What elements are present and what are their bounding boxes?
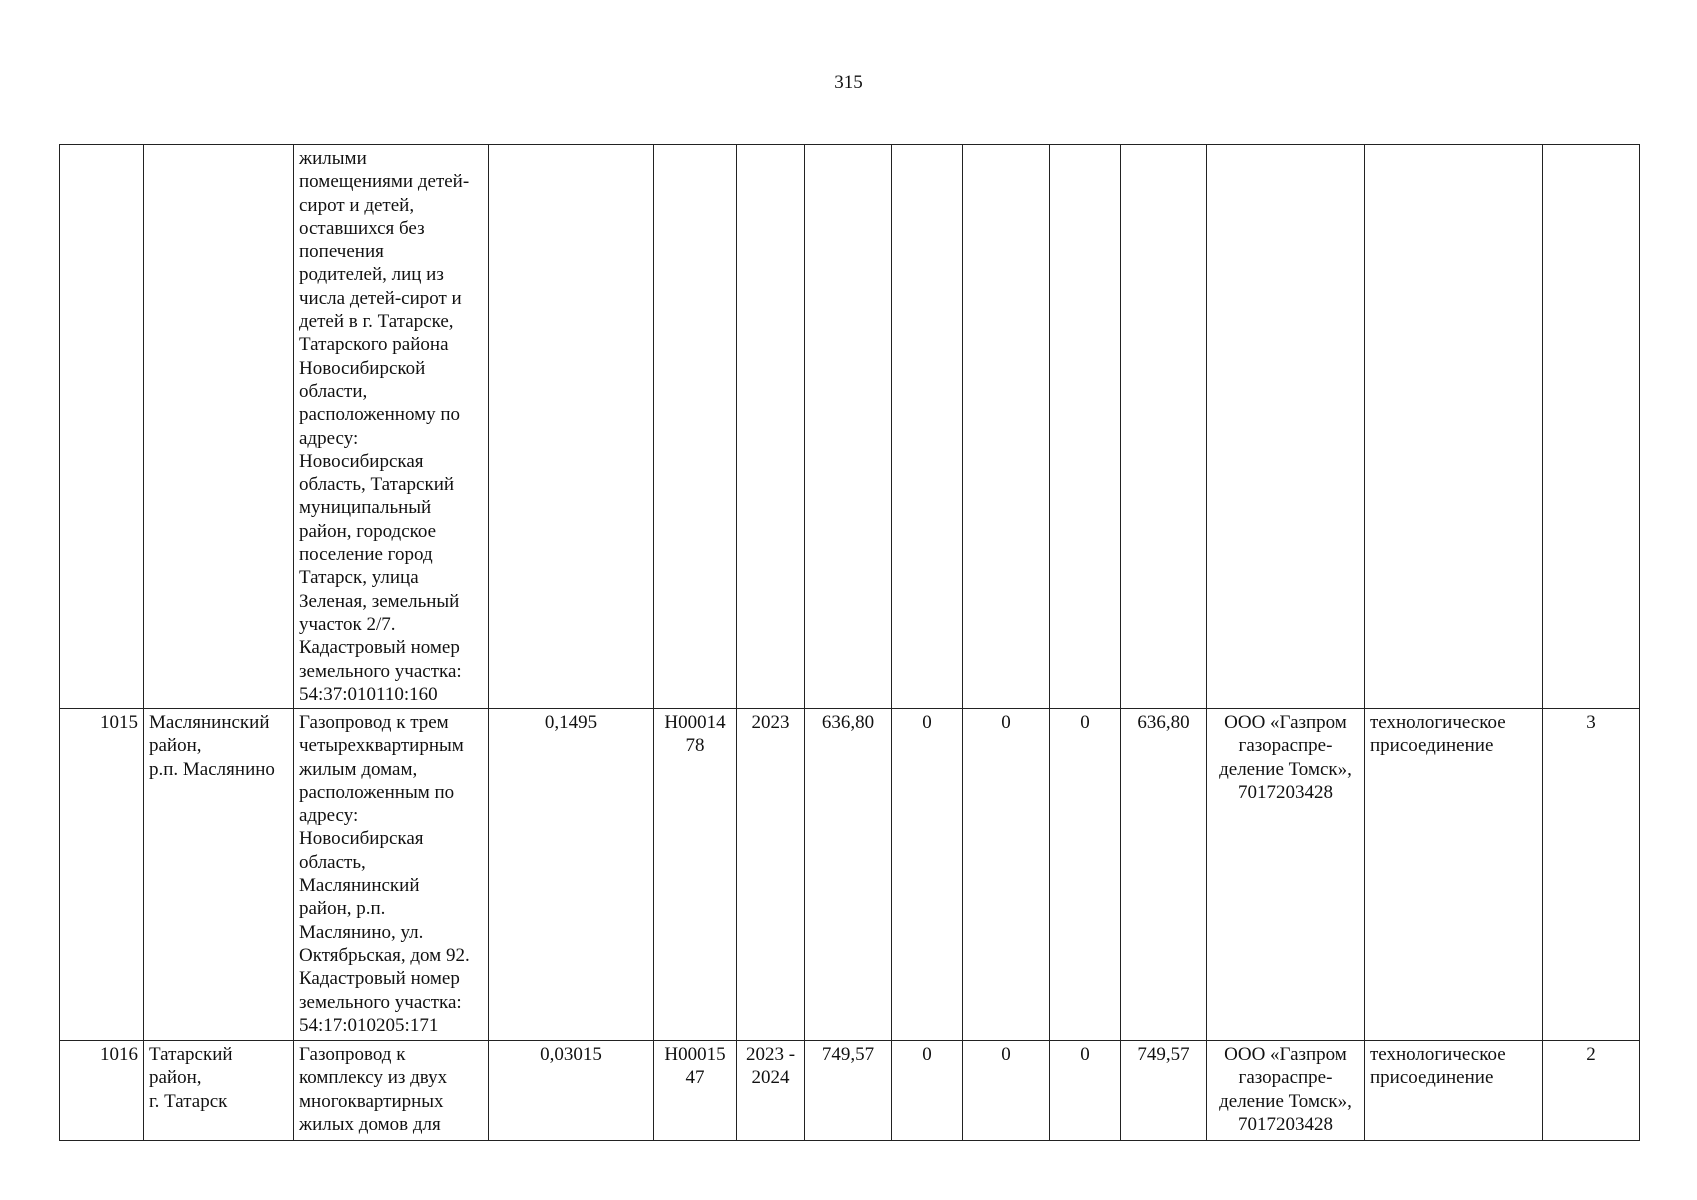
location-cell — [144, 145, 294, 709]
value-3-cell: 0 — [1050, 709, 1121, 1041]
value-3-cell: 0 — [1050, 1041, 1121, 1141]
years-cell: 2023 — [737, 709, 805, 1041]
category-cell — [1543, 145, 1640, 709]
sum-cell: 636,80 — [1121, 709, 1207, 1041]
category-cell: 3 — [1543, 709, 1640, 1041]
organization-cell — [1207, 145, 1365, 709]
type-cell — [1365, 145, 1543, 709]
description-cell: Газопровод к комплексу из двух многоквартирных жилых домов для — [294, 1041, 489, 1141]
table-row — [60, 1041, 1640, 1141]
code-cell — [654, 145, 737, 709]
program-table — [59, 144, 1640, 1141]
page-number: 315 — [834, 72, 863, 93]
table-row — [60, 709, 1640, 1041]
location-cell: Татарский район, г. Татарск — [144, 1041, 294, 1141]
code-cell: Н00015 47 — [654, 1041, 737, 1141]
sum-cell — [1121, 145, 1207, 709]
value-2-cell: 0 — [963, 1041, 1050, 1141]
organization-cell: ООО «Газпром газораспре- деление Томск», 7017203428 — [1207, 1041, 1365, 1141]
total-cell — [805, 145, 892, 709]
description-cell: жилыми помещениями детей- сирот и детей, оставшихся без попечения родителей, лиц из числа детей-сирот и детей в г. Татарске, Татарского района Новосибирской области, расположенному по адресу: Новосибирская область, Татарский муниципальный район, городское поселение город Татарск, улица Зеленая, земельный участок 2/7. Кадастровый номер земельного участка: 54:37:010110:160 — [294, 145, 489, 709]
row-number-cell: 1015 — [60, 709, 144, 1041]
type-cell: технологическое присоединение — [1365, 709, 1543, 1041]
years-cell: 2023 - 2024 — [737, 1041, 805, 1141]
length-cell: 0,1495 — [489, 709, 654, 1041]
table-row — [60, 145, 1640, 709]
value-1-cell: 0 — [892, 1041, 963, 1141]
value-2-cell: 0 — [963, 709, 1050, 1041]
organization-cell: ООО «Газпром газораспре- деление Томск», 7017203428 — [1207, 709, 1365, 1041]
category-cell: 2 — [1543, 1041, 1640, 1141]
value-1-cell: 0 — [892, 709, 963, 1041]
length-cell — [489, 145, 654, 709]
type-cell: технологическое присоединение — [1365, 1041, 1543, 1141]
value-1-cell — [892, 145, 963, 709]
years-cell — [737, 145, 805, 709]
sum-cell: 749,57 — [1121, 1041, 1207, 1141]
value-3-cell — [1050, 145, 1121, 709]
length-cell: 0,03015 — [489, 1041, 654, 1141]
location-cell: Маслянинский район, р.п. Маслянино — [144, 709, 294, 1041]
value-2-cell — [963, 145, 1050, 709]
total-cell: 749,57 — [805, 1041, 892, 1141]
total-cell: 636,80 — [805, 709, 892, 1041]
description-cell: Газопровод к трем четырехквартирным жилым домам, расположенным по адресу: Новосибирская область, Маслянинский район, р.п. Маслянино, ул. Октябрьская, дом 92. Кадастровый номер земельного участка: 54:17:010205:171 — [294, 709, 489, 1041]
row-number-cell: 1016 — [60, 1041, 144, 1141]
row-number-cell — [60, 145, 144, 709]
code-cell: Н00014 78 — [654, 709, 737, 1041]
